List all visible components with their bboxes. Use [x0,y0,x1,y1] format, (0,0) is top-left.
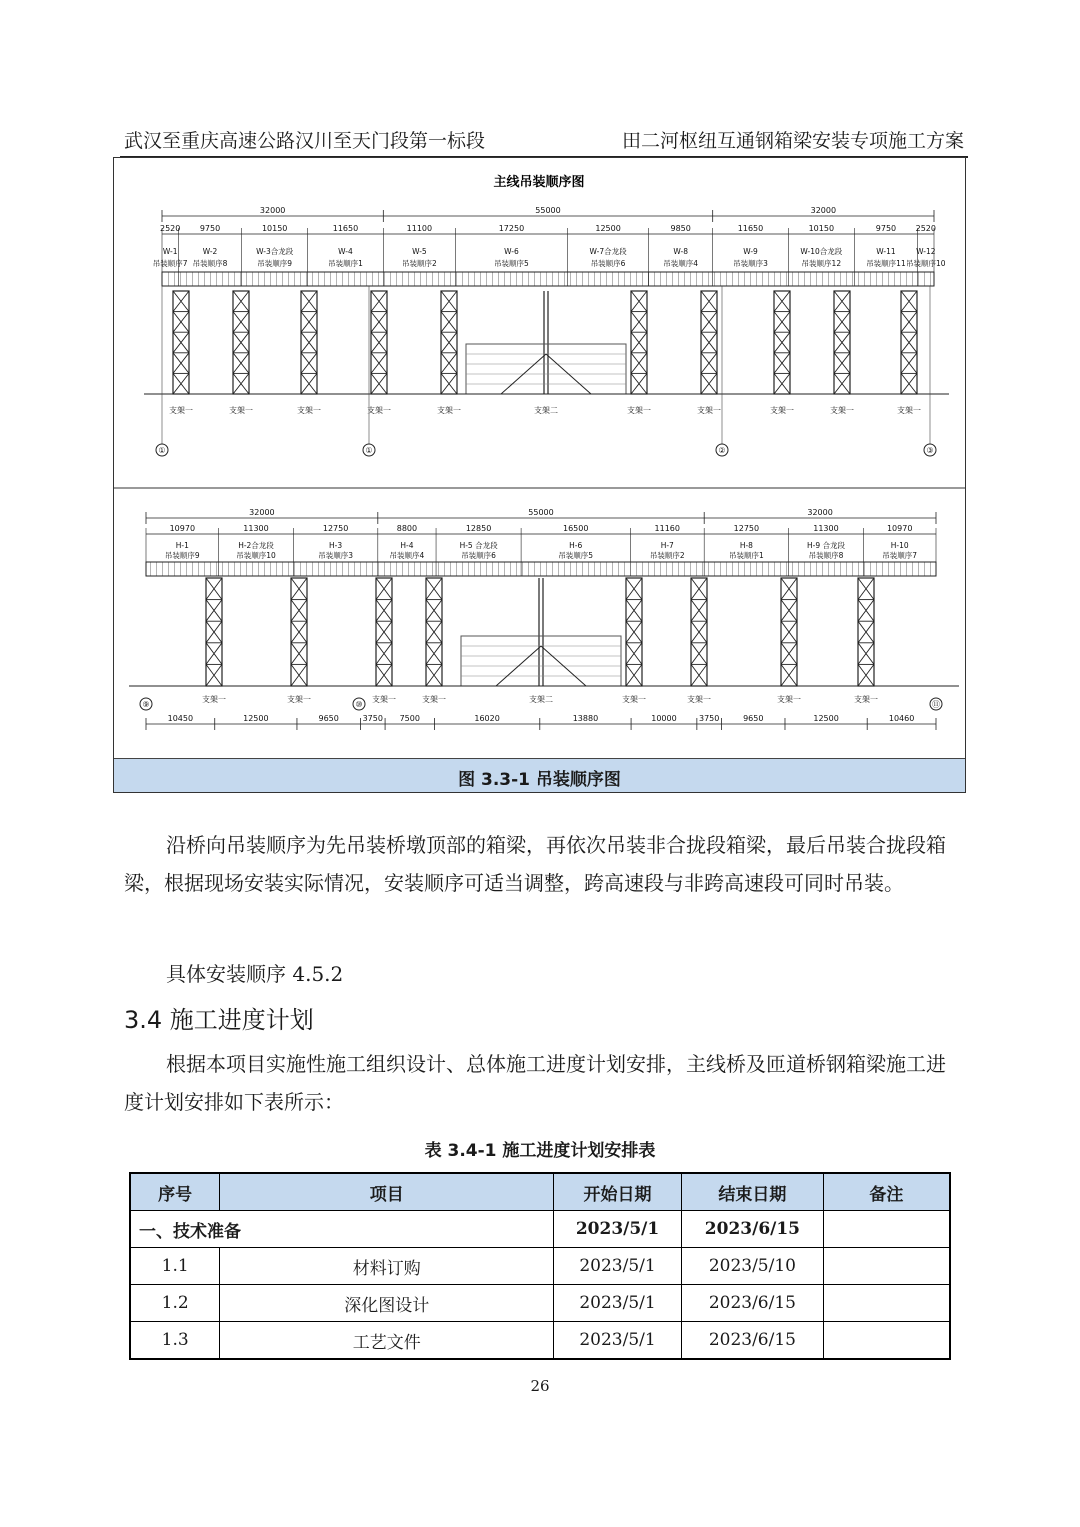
header-right: 田二河枢纽互通钢箱梁安装专项施工方案 [621,130,964,152]
row-end: 2023/6/15 [681,1285,823,1322]
segment-sequence: 吊装顺序3 [318,551,353,560]
axis-label: ① [158,446,166,455]
segment-sequence: 吊装顺序2 [401,259,437,268]
segment-sequence: 吊装顺序2 [649,551,685,560]
support-label: 支架一 [777,695,801,704]
header-cell: 序号 [130,1173,220,1211]
axis-label: ⑩ [355,700,363,709]
dim-span-bottom: 9650 [318,714,339,723]
dim-span: 16500 [562,524,589,533]
support-label: 支架一 [687,695,711,704]
support-label: 支架一 [422,695,446,704]
figure-caption-bar [114,758,965,792]
support-tower [626,578,642,686]
paragraph-3-text: 根据本项目实施性施工组织设计、总体施工进度计划安排，主线桥及匝道桥钢箱梁施工进度计划安排如下表所示： [124,1052,946,1114]
segment-name: W-3合龙段 [256,247,294,256]
segment-sequence: 吊装顺序7 [882,551,918,560]
dim-span: 2520 [915,224,936,233]
row-item: 深化图设计 [220,1285,554,1322]
segment-sequence: 吊装顺序5 [494,259,529,268]
axis-label: ② [718,446,726,455]
table-row [130,1285,950,1322]
axis-label: ③ [926,446,934,455]
segment-sequence: 吊装顺序9 [257,259,293,268]
paragraph-2 [124,955,962,993]
segment-name: H-5 合龙段 [459,541,498,550]
dim-span-bottom: 12500 [813,714,839,723]
support-label: 支架一 [622,695,646,704]
paragraph-2-text: 具体安装顺序 4.5.2 [166,962,344,986]
segment-name: W-7合龙段 [589,247,627,256]
dim-total: 55000 [535,206,561,215]
row-note [823,1248,950,1285]
support-label: 支架一 [437,406,461,415]
segment-sequence: 吊装顺序1 [328,259,363,268]
segment-name: W-6 [504,247,519,256]
dim-span: 12500 [595,224,621,233]
dim-span: 8800 [396,524,418,533]
dim-span: 9850 [670,224,691,233]
hoisting-diagram [114,158,965,758]
row-start: 2023/5/1 [554,1248,682,1285]
diagram-title: 主线吊装顺序图 [493,175,585,190]
section-label: 一、技术准备 [130,1211,554,1248]
row-note [823,1285,950,1322]
segment-sequence: 吊装顺序11 [866,259,906,268]
header-cell: 项目 [220,1173,554,1211]
segment-sequence: 吊装顺序10 [236,551,276,560]
support-label: 支架二 [529,695,553,704]
segment-sequence: 吊装顺序4 [663,259,699,268]
segment-sequence: 吊装顺序6 [461,551,496,560]
dim-span: 11300 [813,524,839,533]
header-cell: 结束日期 [681,1173,823,1211]
segment-name: W-2 [202,247,218,256]
segment-sequence: 吊装顺序6 [590,259,626,268]
paragraph-3 [124,1045,962,1121]
segment-name: H-7 [660,541,674,550]
segment-sequence: 吊装顺序5 [558,551,594,560]
support-label: 支架一 [297,406,321,415]
support-tower [631,291,647,394]
dim-total: 32000 [249,508,275,517]
support-tower [691,578,707,686]
support-tower [426,578,442,686]
support-label: 支架一 [830,406,854,415]
segment-sequence: 吊装顺序3 [733,259,768,268]
support-tower [301,291,317,394]
segment-sequence: 吊装顺序4 [389,551,425,560]
table-caption: 表 3.4-1 施工进度计划安排表 [424,1141,656,1161]
segment-name: W-8 [673,247,688,256]
section-start: 2023/5/1 [554,1211,682,1248]
page-header [120,122,968,158]
row-no: 1.1 [130,1248,220,1285]
segment-name: W-10合龙段 [800,247,843,256]
segment-sequence: 吊装顺序1 [729,551,764,560]
table-row [130,1248,950,1285]
dim-span: 12750 [322,524,349,533]
row-start: 2023/5/1 [554,1285,682,1322]
support-tower [858,578,874,686]
segment-name: H-8 [739,541,753,550]
center-frame [466,344,626,394]
dim-span-bottom: 10000 [651,714,677,723]
segment-name: H-2合龙段 [238,541,274,550]
header-cell: 开始日期 [554,1173,682,1211]
dim-span: 10150 [261,224,288,233]
dim-span: 11300 [243,524,269,533]
segment-name: W-1 [162,247,178,256]
row-no: 1.2 [130,1285,220,1322]
dim-span: 10970 [886,524,913,533]
support-label: 支架一 [697,406,721,415]
dim-span: 10970 [169,524,196,533]
bridge-deck [162,272,934,286]
support-tower [206,578,222,686]
support-label: 支架一 [202,695,226,704]
dim-span: 17250 [498,224,525,233]
row-no: 1.3 [130,1322,220,1360]
dim-span: 9750 [875,224,897,233]
dim-span-bottom: 13880 [572,714,599,723]
segment-sequence: 吊装顺序12 [801,259,842,268]
dim-span: 9750 [199,224,221,233]
support-tower [441,291,457,394]
support-label: 支架一 [627,406,651,415]
dim-span: 11650 [332,224,359,233]
center-support [466,291,626,394]
dim-span: 11160 [654,524,680,533]
section-end: 2023/6/15 [681,1211,823,1248]
dim-span: 12850 [465,524,492,533]
segment-name: W-9 [743,247,758,256]
support-tower [376,578,392,686]
support-tower [291,578,307,686]
support-tower [173,291,189,394]
support-tower [233,291,249,394]
row-item: 材料订购 [220,1248,554,1285]
segment-name: H-1 [175,541,189,550]
support-label: 支架二 [534,406,558,415]
paragraph-1 [124,826,962,902]
segment-sequence: 吊装顺序10 [906,259,946,268]
header-left: 武汉至重庆高速公路汉川至天门段第一标段 [124,130,486,152]
dim-span-bottom: 12500 [243,714,269,723]
segment-name: W-11 [876,247,896,256]
support-tower [701,291,717,394]
support-tower [834,291,850,394]
center-frame [461,636,621,686]
segment-name: H-3 [329,541,343,550]
support-label: 支架一 [287,695,311,704]
segment-name: H-6 [569,541,583,550]
section-heading: 3.4 施工进度计划 [124,1006,314,1034]
support-label: 支架一 [169,406,193,415]
support-label: 支架一 [367,406,391,415]
header-cell: 备注 [823,1173,950,1211]
dim-span-bottom: 16020 [474,714,500,723]
dim-span: 11100 [406,224,433,233]
dim-span: 12750 [733,524,760,533]
row-note [823,1322,950,1360]
dim-span: 2520 [160,224,181,233]
figure-caption: 图 3.3-1 吊装顺序图 [458,770,621,790]
segment-name: W-12 [916,247,936,256]
dim-span-bottom: 3750 [699,714,720,723]
segment-name: W-4 [338,247,353,256]
paragraph-1-text: 沿桥向吊装顺序为先吊装桥墩顶部的箱梁，再依次吊装非合拢段箱梁，最后吊装合拢段箱梁，根据现场安装实际情况，安装顺序可适当调整，跨高速段与非跨高速段可同时吊装。 [124,833,946,895]
support-tower [781,578,797,686]
dim-total: 32000 [259,206,286,215]
segment-sequence: 吊装顺序7 [152,259,188,268]
axis-label: ① [365,446,373,455]
page-number: 26 [530,1377,550,1395]
segment-name: W-5 [412,247,427,256]
support-label: 支架一 [770,406,794,415]
section-note [823,1211,950,1248]
dim-span-bottom: 7500 [399,714,420,723]
bridge-deck [146,562,936,576]
axis-label: ⑪ [932,700,940,709]
segment-sequence: 吊装顺序9 [164,551,200,560]
axis-label: ⑨ [142,700,150,709]
table-header-row [130,1173,950,1211]
row-item: 工艺文件 [220,1322,554,1360]
dim-span: 11650 [737,224,764,233]
center-support [461,578,621,686]
support-tower [774,291,790,394]
dim-total: 32000 [807,508,833,517]
support-tower [901,291,917,394]
row-start: 2023/5/1 [554,1322,682,1360]
row-end: 2023/5/10 [681,1248,823,1285]
support-label: 支架一 [372,695,396,704]
dim-total: 55000 [528,508,554,517]
segment-name: H-10 [890,541,909,550]
support-label: 支架一 [897,406,921,415]
support-tower [371,291,387,394]
row-end: 2023/6/15 [681,1322,823,1360]
dim-span-bottom: 10450 [167,714,194,723]
dim-span-bottom: 10460 [888,714,915,723]
support-label: 支架一 [854,695,878,704]
table-section-row [130,1211,950,1248]
dim-span: 10150 [808,224,835,233]
dim-span-bottom: 3750 [362,714,383,723]
table-row [130,1322,950,1360]
figure-hoisting-sequence [113,157,966,793]
segment-name: H-4 [400,541,414,550]
dim-total: 32000 [810,206,837,215]
schedule-table [129,1172,951,1360]
segment-sequence: 吊装顺序8 [808,551,844,560]
segment-name: H-9 合龙段 [806,541,845,550]
dim-span-bottom: 9650 [743,714,764,723]
segment-sequence: 吊装顺序8 [192,259,228,268]
support-label: 支架一 [229,406,253,415]
